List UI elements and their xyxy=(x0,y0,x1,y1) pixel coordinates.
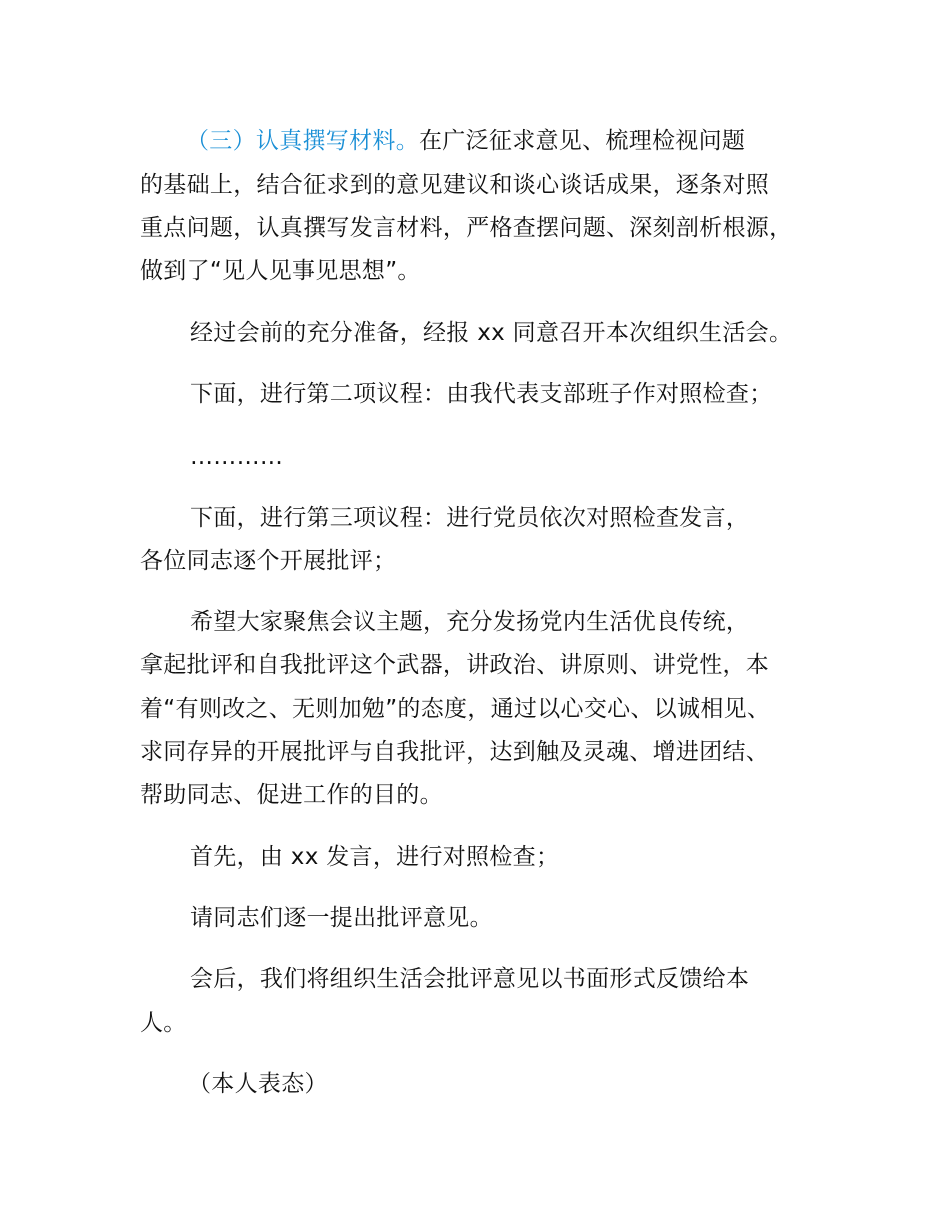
paragraph-5-line-1: 下面，进行第三项议程：进行党员依次对照检查发言， xyxy=(190,505,750,531)
paragraph-9-line-2: 人。 xyxy=(140,1010,187,1036)
section-heading: （三）认真撰写材料。 xyxy=(186,128,419,154)
paragraph-6-line-1: 希望大家聚焦会议主题，充分发扬党内生活优良传统， xyxy=(190,609,750,635)
paragraph-8: 请同志们逐一提出批评意见。 xyxy=(190,905,493,931)
paragraph-5-line-2: 各位同志逐个开展批评； xyxy=(140,548,397,574)
paragraph-2: 经过会前的充分准备，经报 xx 同意召开本次组织生活会。 xyxy=(190,320,793,346)
paragraph-6-line-2: 拿起批评和自我批评这个武器，讲政治、讲原则、讲党性，本 xyxy=(140,652,770,678)
paragraph-1-line-3: 重点问题，认真撰写发言材料，严格查摆问题、深刻剖析根源， xyxy=(140,215,793,241)
paragraph-6-line-3: 着“有则改之、无则加勉”的态度，通过以心交心、以诚相见、 xyxy=(140,696,771,722)
paragraph-10: （本人表态） xyxy=(188,1071,328,1097)
paragraph-6-line-4: 求同存异的开展批评与自我批评，达到触及灵魂、增进团结、 xyxy=(140,739,770,765)
paragraph-1-text: 在广泛征求意见、梳理检视问题 xyxy=(419,128,746,154)
paragraph-9-line-1: 会后，我们将组织生活会批评意见以书面形式反馈给本 xyxy=(190,966,750,992)
paragraph-6-line-5: 帮助同志、促进工作的目的。 xyxy=(140,782,443,808)
paragraph-3: 下面，进行第二项议程：由我代表支部班子作对照检查； xyxy=(190,381,773,407)
paragraph-1-line-4: 做到了“见人见事见思想”。 xyxy=(140,258,421,284)
paragraph-7: 首先，由 xx 发言，进行对照检查； xyxy=(190,844,560,870)
paragraph-1-line-2: 的基础上，结合征求到的意见建议和谈心谈话成果，逐条对照 xyxy=(140,172,770,198)
paragraph-1-line-1 xyxy=(186,126,745,156)
paragraph-4-ellipsis: ………… xyxy=(190,444,284,470)
